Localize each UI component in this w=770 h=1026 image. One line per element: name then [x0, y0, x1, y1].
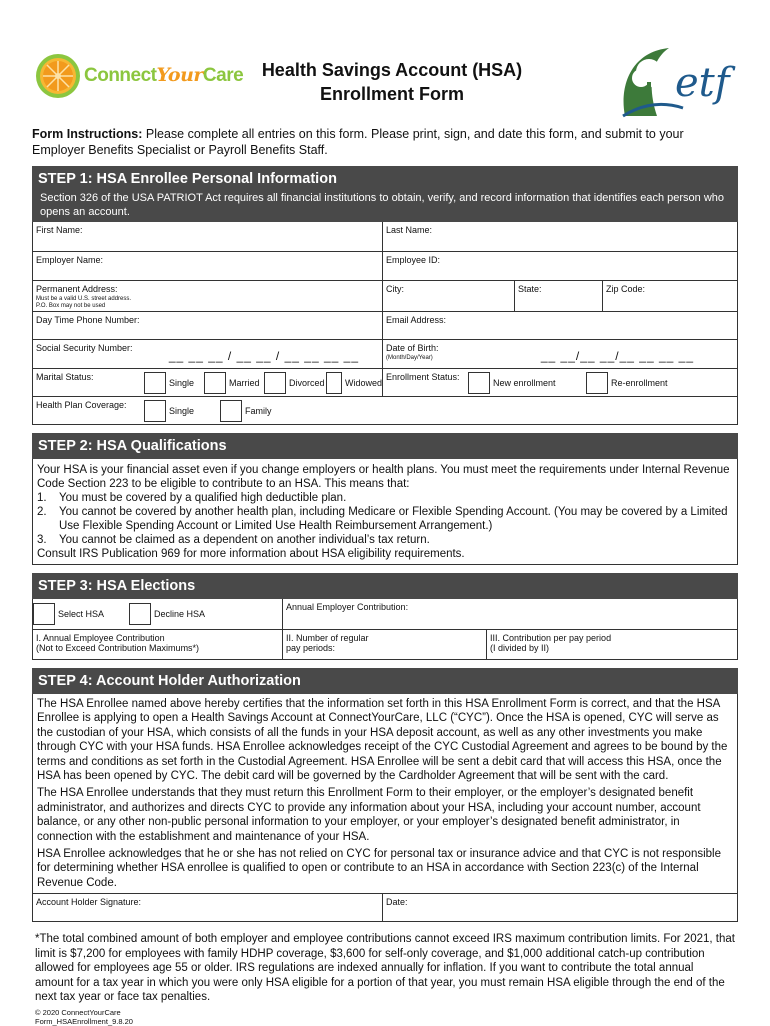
last-name-field[interactable]: Last Name:: [382, 222, 737, 251]
contribution-row: [32, 630, 738, 660]
marital-married-option[interactable]: Married: [204, 369, 264, 396]
step2-body: Your HSA is your financial asset even if you change employers or health plans. You must meet the requirements under Internal Revenue Code Section 223 to be eligible to contribute to an HSA. This means that: 1. You must be covered by a qualified high deductible plan. 2. You cannot be covered by another health plan, including Medicare or Flexible Spending Account. (You may be covered by a Limited Use Flexible Spending Account or Limited Use Health Reimbursement Arrangement.) 3. You cannot be claimed as a dependent on another individual’s tax return. Consult IRS Publication 969 for more information about HSA eligibility requirements.: [32, 459, 738, 565]
qualification-item: 1. You must be covered by a qualified high deductible plan.: [37, 492, 347, 504]
first-name-field[interactable]: First Name:: [36, 225, 83, 235]
marital-single-option[interactable]: Single: [144, 369, 204, 396]
employer-row: [32, 252, 738, 281]
step4-header: STEP 4: Account Holder Authorization: [32, 668, 738, 694]
authorization-paragraph: The HSA Enrollee understands that they must return this Enrollment Form to their employer, or the employer’s designated benefit administrator, and authorizes and directs CYC to provide any information about your HSA, including your account number, account balance, or any other non-public personal information to your employer, or your employer’s designated benefit administrator, in connection with the establishment and maintenance of your HSA.: [37, 787, 701, 843]
authorization-paragraph: HSA Enrollee acknowledges that he or she has not relied on CYC for personal tax or insurance advice and that CYC is not responsible for determining whether HSA enrollee is qualified to open or contribute to an HSA in accordance with Section 223(c) of the Internal Revenue Code.: [37, 848, 721, 889]
enrollment-status-label: Enrollment Status:: [382, 369, 468, 396]
re-enrollment-option[interactable]: Re-enrollment: [586, 369, 668, 396]
state-field[interactable]: State:: [514, 281, 602, 311]
employee-id-field[interactable]: Employee ID:: [382, 252, 737, 280]
ssn-field[interactable]: Social Security Number: __ __ __ / __ __ / __ __ __ __: [36, 343, 359, 363]
qualification-item: 3. You cannot be claimed as a dependent on another individual’s tax return.: [37, 534, 430, 546]
step1-header: STEP 1: HSA Enrollee Personal Information: [32, 166, 738, 192]
contact-row: [32, 312, 738, 340]
step3-header: STEP 3: HSA Elections: [32, 573, 738, 599]
employer-name-field[interactable]: Employer Name:: [36, 255, 104, 265]
form-title: Health Savings Account (HSA) Enrollment Form: [261, 60, 523, 104]
address-row: [32, 281, 738, 312]
employee-contribution-field[interactable]: I. Annual Employee Contribution (Not to Exceed Contribution Maximums*): [36, 633, 200, 653]
copyright: © 2020 ConnectYourCare Form_HSAEnrollment_9.8.20: [35, 1008, 133, 1026]
step2-header: STEP 2: HSA Qualifications: [32, 433, 738, 459]
date-field[interactable]: Date:: [382, 894, 737, 921]
employer-contribution-field[interactable]: Annual Employer Contribution:: [282, 599, 737, 629]
etf-logo: etf: [617, 46, 737, 118]
marital-divorced-option[interactable]: Divorced: [264, 369, 326, 396]
form-header: [32, 0, 738, 122]
checkbox[interactable]: [264, 372, 286, 394]
elections-row: [32, 599, 738, 630]
checkbox[interactable]: [33, 603, 55, 625]
enrollment-status-options: [468, 369, 737, 396]
health-single-option[interactable]: Single: [144, 397, 220, 424]
signature-row: [32, 894, 738, 922]
select-hsa-option[interactable]: Select HSA: [33, 599, 129, 629]
signature-field[interactable]: Account Holder Signature:: [36, 897, 142, 908]
checkbox[interactable]: [220, 400, 242, 422]
step4-body: [32, 694, 738, 894]
orange-slice-icon: [34, 52, 82, 100]
zip-code-field[interactable]: Zip Code:: [602, 281, 737, 311]
hsa-election-options: [33, 599, 282, 629]
step1-subtitle: Section 326 of the USA PATRIOT Act requires all financial institutions to obtain, verify, and record information that identifies each person who opens an account.: [32, 191, 738, 222]
marital-widowed-option[interactable]: Widowed: [326, 369, 382, 396]
new-enrollment-option[interactable]: New enrollment: [468, 369, 586, 396]
per-period-contribution-field[interactable]: III. Contribution per pay period (I divided by II): [486, 630, 737, 659]
ssn-dob-row: [32, 340, 738, 369]
enrollment-form-page: [32, 0, 738, 1026]
city-field[interactable]: City:: [382, 281, 514, 311]
checkbox[interactable]: [144, 400, 166, 422]
day-phone-field[interactable]: Day Time Phone Number:: [36, 315, 140, 325]
health-family-option[interactable]: Family: [220, 397, 272, 424]
contribution-footnote: *The total combined amount of both employer and employee contributions cannot exceed IRS maximum contribution limits. For 2021, that limit is $7,200 for employees with family HDHP coverage, $3,600 for self-only coverage, and $1,000 additional catch-up contribution allowed for employees age 55 or older. IRS regulations are indexed annually for inflation. If you want to contribute the total annual amount for a tax year in which you were only HSA eligible for a portion of that year, you must remain HSA eligible through the end of the next tax year or face tax penalties.: [35, 933, 735, 1003]
pay-periods-field[interactable]: II. Number of regular pay periods:: [282, 630, 486, 659]
form-instructions: Form Instructions: Please complete all entries on this form. Please print, sign, and date this form, and submit to your Employer Benefits Specialist or Payroll Benefits Staff.: [32, 127, 684, 157]
health-plan-row: [32, 397, 738, 425]
connect-your-care-logo: ConnectYourCare: [34, 50, 224, 100]
qualification-item: 2. You cannot be covered by another health plan, including Medicare or Flexible Spending Account. (You may be covered by a Limited Use Flexible Spending Account or Limited Use Health Reimbursement Arrangement.): [37, 506, 728, 532]
authorization-paragraph: The HSA Enrollee named above hereby certifies that the information set forth in this HSA Enrollment Form is correct, and that the HSA Enrollee is applying to open a Health Savings Account at ConnectYourCare, LLC (“CYC”). Once the HSA is opened, CYC will serve as the custodian of your HSA, which consists of all the funds in your HSA deposit account, as well as any other investments you make through CYC with your HSA funds. HSA Enrollee acknowledges receipt of the CYC Custodial Agreement and agrees to be bound by the terms and conditions as set forth in the Custodial Agreement. HSA Enrollee will be sent a debit card that will access this HSA, once the HSA has been opened by CYC. The debit card will be governed by the Cardholder Agreement that will be sent with the card.: [37, 698, 728, 783]
decline-hsa-option[interactable]: Decline HSA: [129, 599, 205, 629]
checkbox[interactable]: [326, 372, 342, 394]
email-field[interactable]: Email Address:: [382, 312, 737, 339]
dob-field[interactable]: Date of Birth: (Month/Day/Year) __ __/__ __/__ __ __ __: [382, 340, 737, 368]
marital-status-label: Marital Status:: [36, 372, 94, 382]
checkbox[interactable]: [129, 603, 151, 625]
marital-status-options: [144, 369, 382, 396]
checkbox[interactable]: [586, 372, 608, 394]
name-row: [32, 222, 738, 252]
permanent-address-field[interactable]: Permanent Address: Must be a valid U.S. street address. P.O. Box may not be used: [36, 284, 132, 309]
health-plan-label: Health Plan Coverage:: [36, 400, 127, 410]
status-row: [32, 369, 738, 397]
checkbox[interactable]: [204, 372, 226, 394]
health-plan-options: [144, 397, 737, 424]
checkbox[interactable]: [468, 372, 490, 394]
checkbox[interactable]: [144, 372, 166, 394]
